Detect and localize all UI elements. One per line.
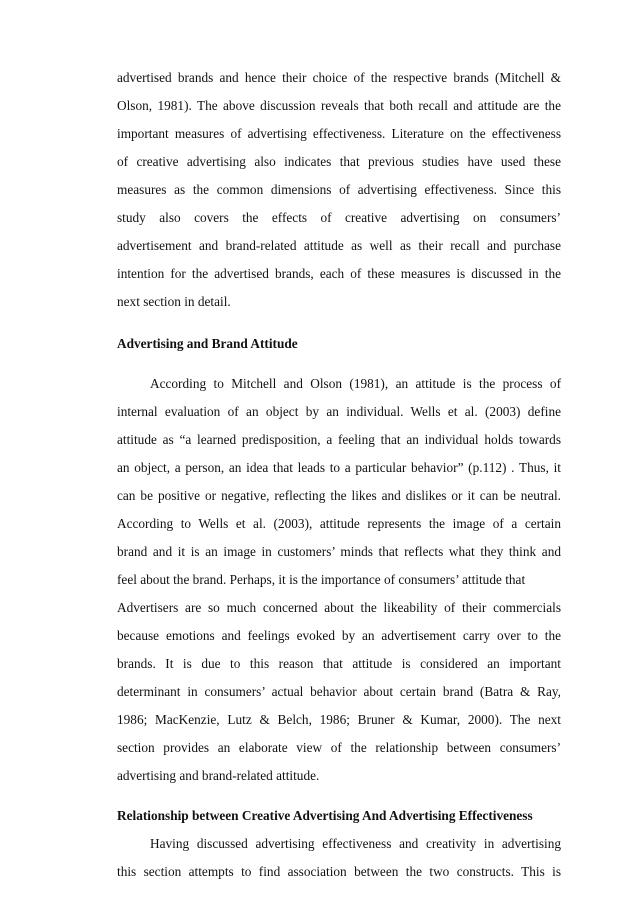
body-text-line: Having discussed advertising effectiveness and creativity in advertising [150,836,561,851]
body-text-line: can be positive or negative, reflecting the likes and dislikes or it can be neutral. [117,488,561,503]
body-text-line: important measures of advertising effectiveness. Literature on the effectiveness [117,126,561,141]
body-text-line: attitude as “a learned predisposition, a feeling that an individual holds towards [117,432,561,447]
body-text-line: an object, a person, an idea that leads to a particular behavior” (p.112) . Thus, it [117,460,561,475]
body-text-line: internal evaluation of an object by an individual. Wells et al. (2003) define [117,404,561,419]
body-text-line: section provides an elaborate view of the relationship between consumers’ [117,740,561,755]
body-text-line: intention for the advertised brands, each of these measures is discussed in the [117,266,561,281]
section-heading: Relationship between Creative Advertising And Advertising Effectiveness [117,808,533,823]
body-text-line: because emotions and feelings evoked by an advertisement carry over to the [117,628,561,643]
body-text-line: of creative advertising also indicates that previous studies have used these [117,154,561,169]
body-text-line: 1986; MacKenzie, Lutz & Belch, 1986; Bruner & Kumar, 2000). The next [117,712,561,727]
body-text-line: brand and it is an image in customers’ minds that reflects what they think and [117,544,561,559]
body-text-line: advertising and brand-related attitude. [117,768,320,783]
section-heading: Advertising and Brand Attitude [117,336,298,351]
body-text-line: Olson, 1981). The above discussion reveals that both recall and attitude are the [117,98,561,113]
body-text-line: measures as the common dimensions of advertising effectiveness. Since this [117,182,561,197]
body-text-line: brands. It is due to this reason that attitude is considered an important [117,656,561,671]
body-text-line: advertised brands and hence their choice of the respective brands (Mitchell & [117,70,561,85]
body-text-line: According to Mitchell and Olson (1981), an attitude is the process of [150,376,561,391]
body-text-line: Advertisers are so much concerned about the likeability of their commercials [117,600,561,615]
body-text-line: determinant in consumers’ actual behavior about certain brand (Batra & Ray, [117,684,561,699]
body-text-line: According to Wells et al. (2003), attitude represents the image of a certain [117,516,561,531]
body-text-line: advertisement and brand-related attitude as well as their recall and purchase [117,238,561,253]
body-text-line: this section attempts to find association between the two constructs. This is [117,864,561,879]
body-text-line: next section in detail. [117,294,231,309]
body-text-line: feel about the brand. Perhaps, it is the importance of consumers’ attitude that [117,572,526,587]
body-text-line: study also covers the effects of creative advertising on consumers’ [117,210,561,225]
